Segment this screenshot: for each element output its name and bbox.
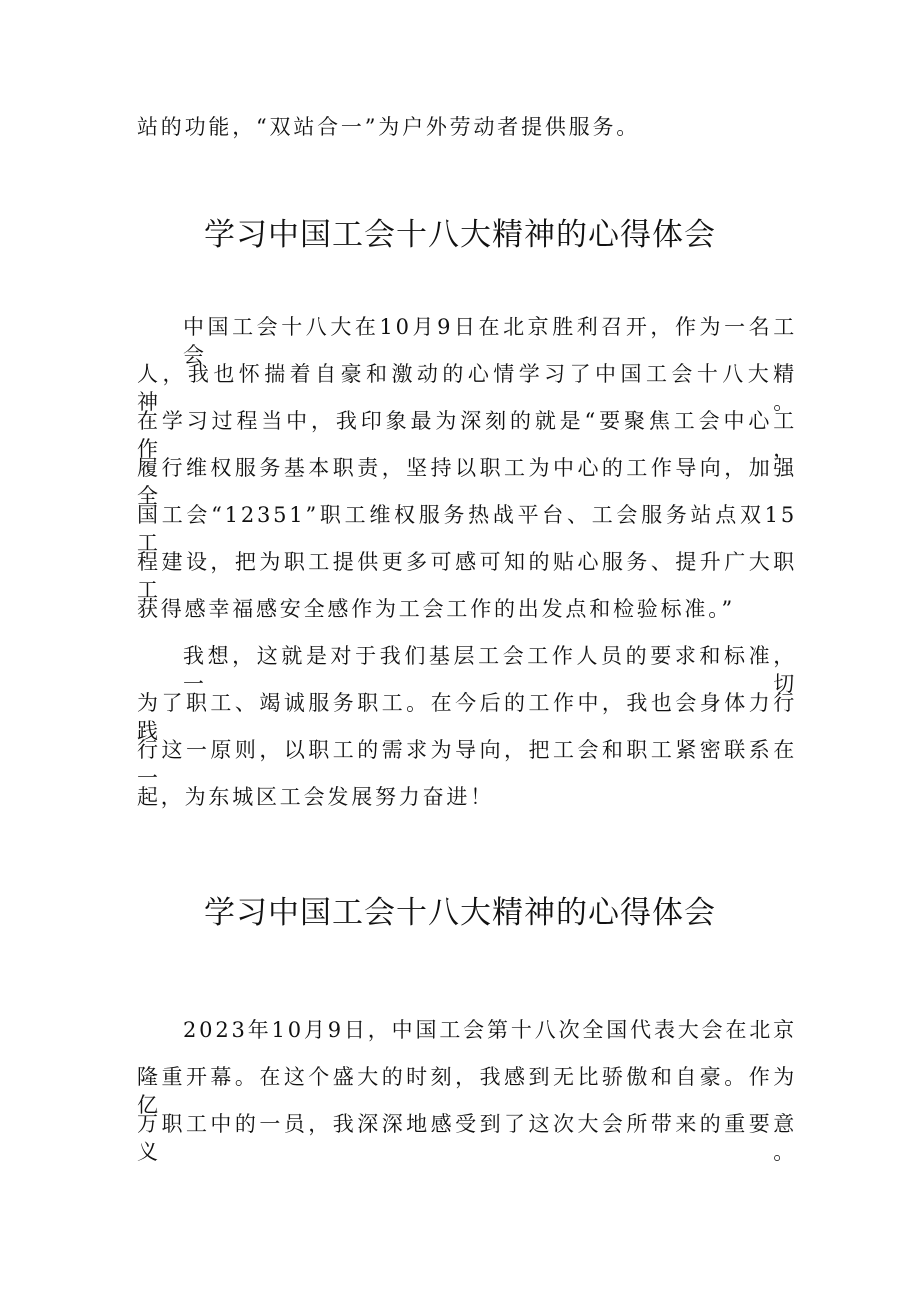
paragraph-line: 在学习过程当中，我印象最为深刻的就是“要聚焦工会中心工作， — [137, 409, 797, 461]
paragraph-line: 国工会“12351”职工维权服务热战平台、工会服务站点双15工 — [137, 503, 797, 555]
paragraph-line: 中国工会十八大在10月9日在北京胜利召开，作为一名工会 — [183, 315, 797, 367]
paragraph-line: 人，我也怀揣着自豪和激动的心情学习了中国工会十八大精神。 — [137, 362, 797, 414]
paragraph-line: 履行维权服务基本职责，坚持以职工为中心的工作导向，加强全 — [137, 456, 797, 508]
paragraph-line: 2023年10月9日，中国工会第十八次全国代表大会在北京 — [183, 1018, 797, 1042]
paragraph-line: 我想，这就是对于我们基层工会工作人员的要求和标准，一切 — [183, 644, 797, 696]
paragraph-line: 隆重开幕。在这个盛大的时刻，我感到无比骄傲和自豪。作为亿 — [137, 1065, 797, 1117]
paragraph-line: 为了职工、竭诚服务职工。在今后的工作中，我也会身体力行践 — [137, 691, 797, 743]
paragraph-line: 获得感幸福感安全感作为工会工作的出发点和检验标准。” — [137, 597, 736, 621]
section-title: 学习中国工会十八大精神的心得体会 — [204, 217, 716, 253]
paragraph-line: 起，为东城区工会发展努力奋进！ — [137, 785, 494, 809]
paragraph-line: 行这一原则，以职工的需求为导向，把工会和职工紧密联系在一 — [137, 738, 797, 790]
paragraph-line: 程建设，把为职工提供更多可感可知的贴心服务、提升广大职工 — [137, 550, 797, 602]
section-title: 学习中国工会十八大精神的心得体会 — [204, 895, 716, 931]
paragraph-line: 万职工中的一员，我深深地感受到了这次大会所带来的重要意义。 — [137, 1112, 797, 1164]
fragment-line: 站的功能，“双站合一”为户外劳动者提供服务。 — [137, 115, 641, 139]
